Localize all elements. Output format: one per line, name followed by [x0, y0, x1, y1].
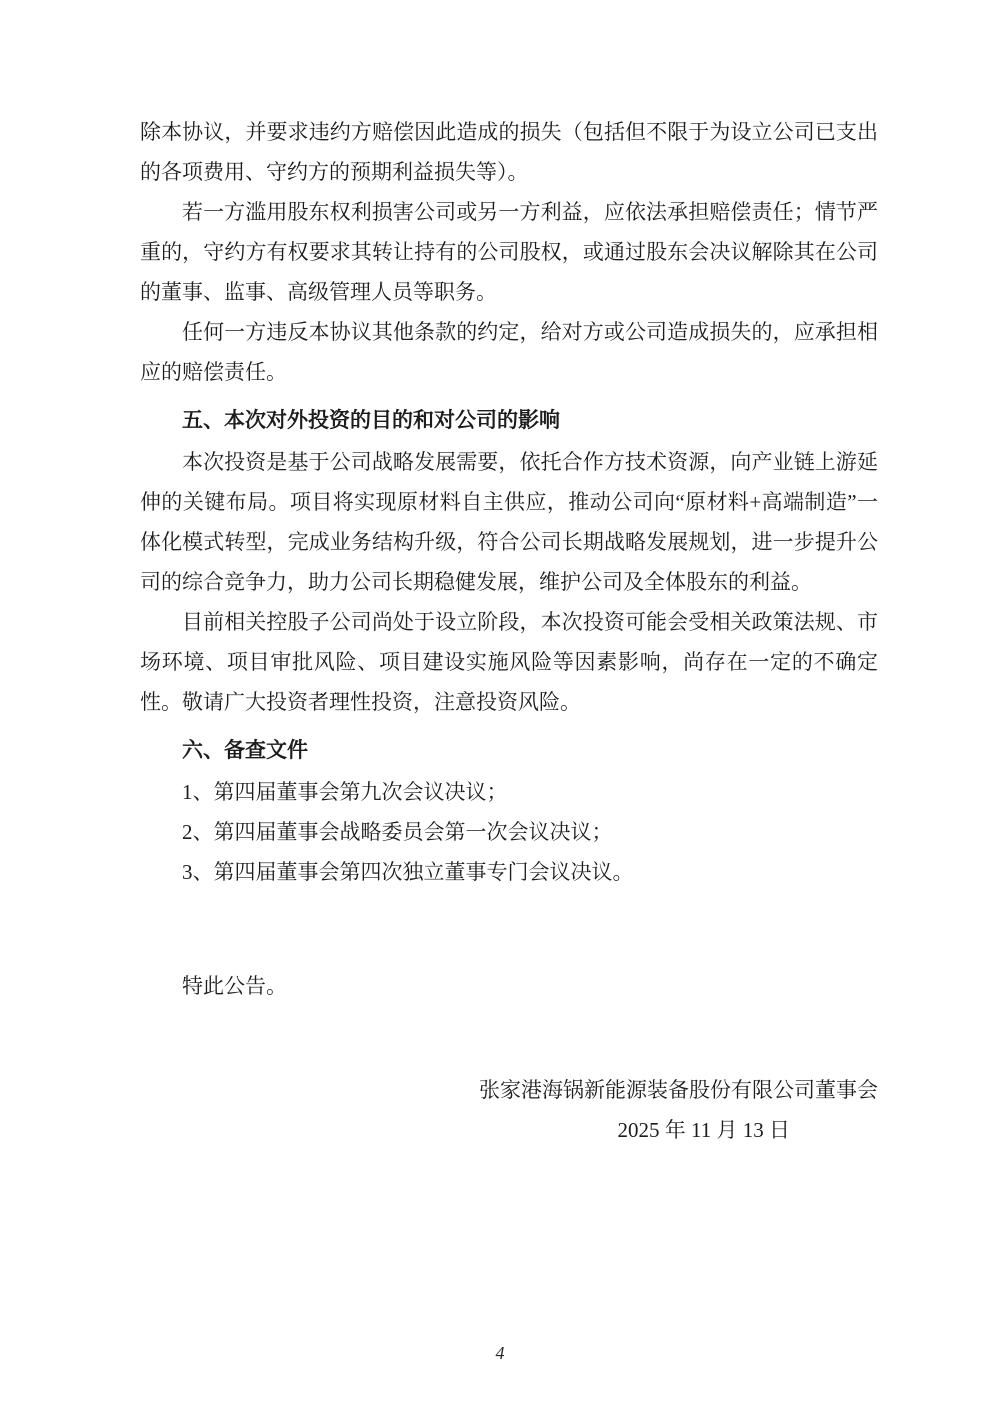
section5-heading: 五、本次对外投资的目的和对公司的影响	[182, 408, 560, 432]
reference-document-item-2: 2、第四届董事会战略委员会第一次会议决议；	[182, 820, 613, 844]
closing-statement: 特此公告。	[182, 974, 287, 998]
paragraph-other-breach-liability: 任何一方违反本协议其他条款的约定，给对方或公司造成损失的，应承担相应的赔偿责任。	[140, 320, 878, 384]
signature-company-name: 张家港海锅新能源装备股份有限公司董事会	[479, 1078, 878, 1102]
page-footer	[0, 1343, 1000, 1364]
announcement-body	[140, 112, 878, 1150]
signature-block	[140, 1070, 878, 1150]
signature-date: 2025 年 11 月 13 日	[617, 1118, 790, 1142]
reference-document-item-1: 1、第四届董事会第九次会议决议；	[182, 780, 508, 804]
paragraph-shareholder-rights-abuse: 若一方滥用股东权利损害公司或另一方利益，应依法承担赔偿责任；情节严重的，守约方有权要求其转让持有的公司股权，或通过股东会决议解除其在公司的董事、监事、高级管理人员等职务。	[140, 200, 878, 304]
page-number: 4	[495, 1343, 505, 1363]
paragraph-breach-remedy-continuation: 除本协议，并要求违约方赔偿因此造成的损失（包括但不限于为设立公司已支出的各项费用、守约方的预期利益损失等）。	[140, 120, 878, 184]
section6-heading: 六、备查文件	[182, 738, 308, 762]
paragraph-investment-purpose: 本次投资是基于公司战略发展需要，依托合作方技术资源，向产业链上游延伸的关键布局。项目将实现原材料自主供应，推动公司向“原材料+高端制造”一体化模式转型，完成业务结构升级，符合公司长期战略发展规划，进一步提升公司的综合竞争力，助力公司长期稳健发展，维护公司及全体股东的利益。	[140, 450, 878, 594]
paragraph-investment-risk: 目前相关控股子公司尚处于设立阶段，本次投资可能会受相关政策法规、市场环境、项目审批风险、项目建设实施风险等因素影响，尚存在一定的不确定性。敬请广大投资者理性投资，注意投资风险。	[140, 610, 878, 714]
reference-document-item-3: 3、第四届董事会第四次独立董事专门会议决议。	[182, 860, 634, 884]
